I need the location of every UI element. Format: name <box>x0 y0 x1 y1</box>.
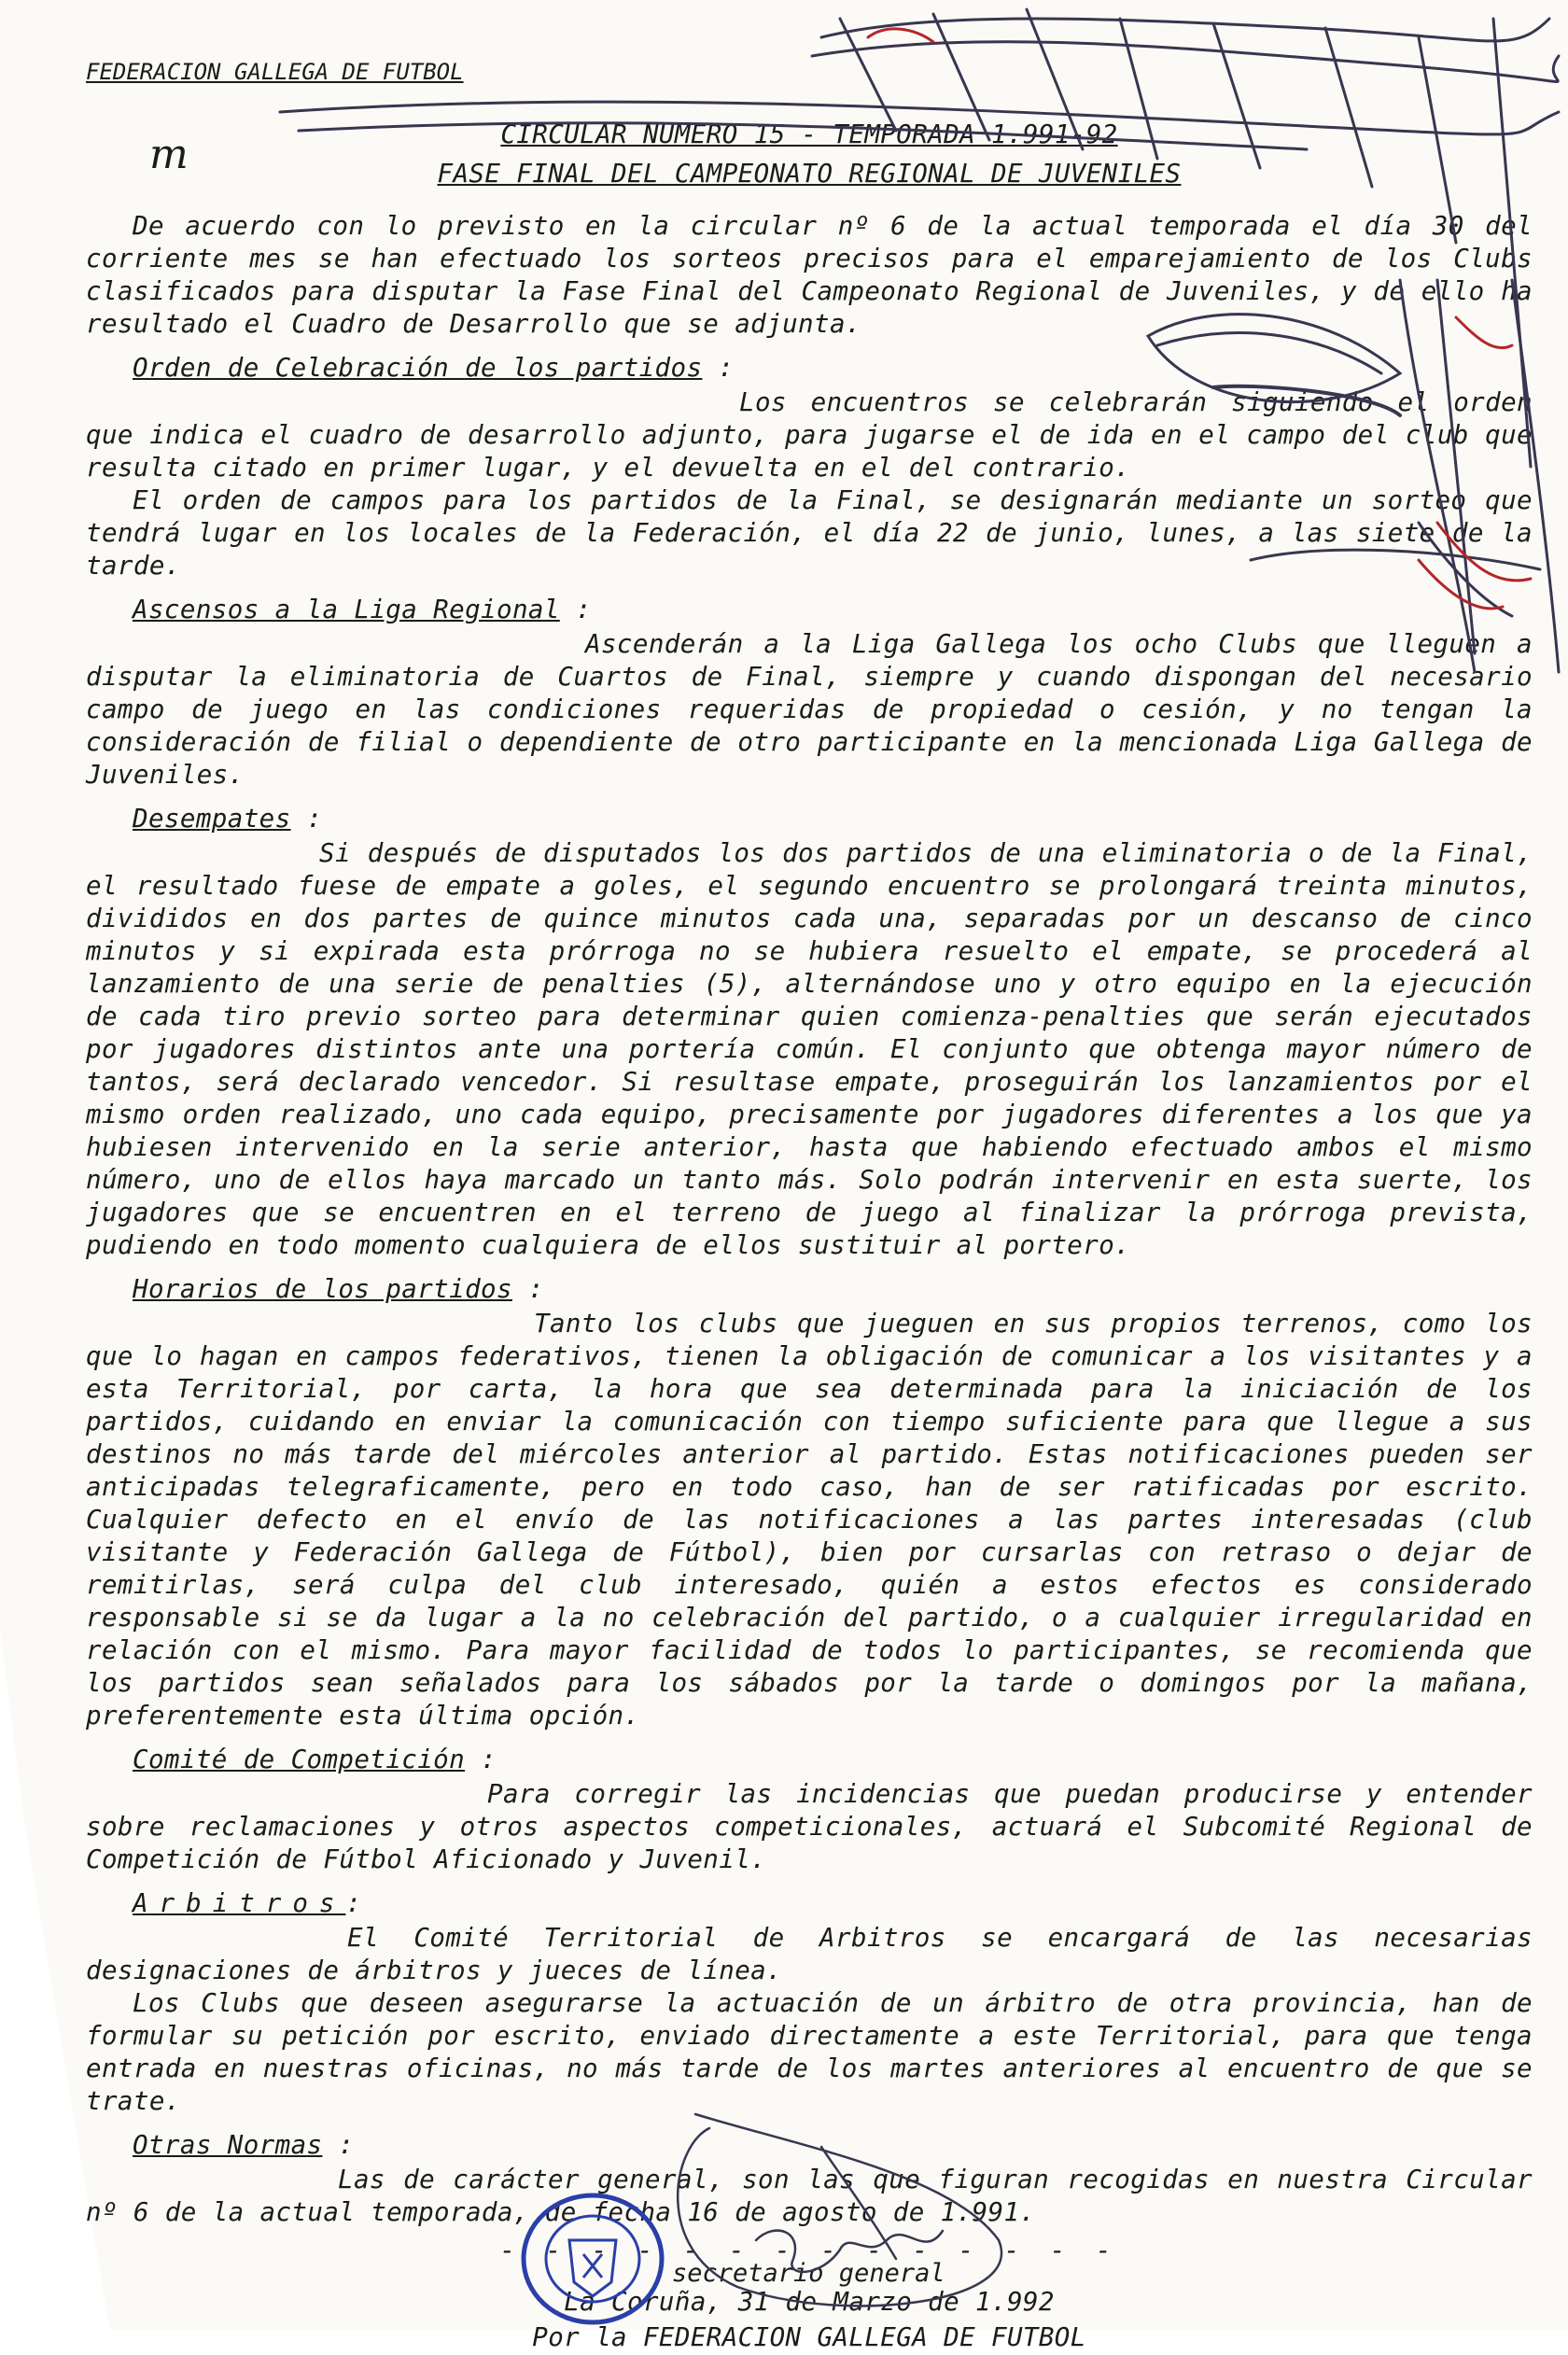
section-orden-text2: El orden de campos para los partidos de la Final, se designarán mediante un sorteo que tendrá lugar en los locales de la Federación, el día 22 de junio, lunes, a las siete de la tarde. <box>86 485 1533 581</box>
margin-handwritten-mark: m <box>149 131 189 178</box>
section-heading-horarios: Horarios de los partidos : <box>133 1274 544 1304</box>
section-heading-horarios-text: Horarios de los partidos <box>133 1274 512 1304</box>
closing-role: secretario general <box>672 2259 945 2288</box>
separator-dashes: - - - - - - - - - - - - - - <box>499 2236 1119 2265</box>
section-comite-text: Para corregir las incidencias que puedan producirse y entender sobre reclamaciones y otros aspectos competicionales, actuará el Subcomité Regional de Competición de Fútbol Aficionado y Juvenil. <box>86 1779 1533 1874</box>
section-heading-comite: Comité de Competición : <box>133 1745 497 1774</box>
section-heading-otras: Otras Normas : <box>133 2130 355 2160</box>
section-heading-ascensos-text: Ascensos a la Liga Regional <box>133 595 560 624</box>
section-otras-text: Las de carácter general, son las que figuran recogidas en nuestra Circular nº 6 de la actual temporada, de fecha 16 de agosto de 1.991. <box>86 2165 1533 2227</box>
section-heading-desempates-text: Desempates <box>133 804 291 834</box>
federation-stamp <box>518 2189 667 2329</box>
title-block <box>86 115 1533 193</box>
closing-org: Por la FEDERACION GALLEGA DE FUTBOL <box>532 2322 1086 2352</box>
section-heading-orden: Orden de Celebración de los partidos : <box>133 353 735 383</box>
section-desempates-text: Si después de disputados los dos partidos de una eliminatoria o de la Final, el resultado fuese de empate a goles, el segundo encuentro se prolongará treinta minutos, divididos en dos partes de quince minutos cada una, separadas por un descanso de cinco minutos y si expirada esta prórroga no se hubiera resuelto el empate, se procederá al lanzamiento de una serie de penalties (5), alternándose uno y otro equipo en la ejecución de cada tiro previo sorteo para determinar quien comienza-penalties que serán ejecutados por jugadores distintos ante una portería común. El conjunto que obtenga mayor número de tantos, será declarado vencedor. Si resultase empate, proseguirán los lanzamientos por el mismo orden realizado, uno cada equipo, precisamente por jugadores diferentes a los que ya hubiesen intervenido en la serie anterior, hasta que habiendo efectuado ambos el mismo número, uno de ellos haya marcado un tanto más. Solo podrán intervenir en esta suerte, los jugadores que se encuentren en el terreno de juego al finalizar la prórroga prevista, pudiendo en todo momento cualquiera de ellos sustituir al portero. <box>86 838 1533 1260</box>
section-heading-otras-text: Otras Normas <box>133 2130 323 2160</box>
section-horarios-text: Tanto los clubs que jueguen en sus propios terrenos, como los que lo hagan en campos federativos, tienen la obligación de comunicar a los visitantes y a esta Territorial, por carta, la hora que sea determinada para la iniciación de los partidos, cuidando en enviar la comunicación con tiempo suficiente para que llegue a sus destinos no más tarde del miércoles anterior al partido. Estas notificaciones pueden ser anticipadas telegraficamente, pero en todo caso, han de ser ratificadas por escrito. Cualquier defecto en el envío de las notificaciones a las partes interesadas (club visitante y Federación Gallega de Fútbol), bien por cursarlas con retraso o dejar de remitirlas, será culpa del club interesado, quién a estos efectos es considerado responsable si se da lugar a la no celebración del partido, o a cualquier irregularidad en relación con el mismo. Para mayor facilidad de todos lo participantes, se recomienda que los partidos sean señalados para los sábados por la tarde o domingos por la mañana, preferentemente esta última opción. <box>86 1309 1533 1731</box>
intro-paragraph: De acuerdo con lo previsto en la circular nº 6 de la actual temporada el día 30 del corriente mes se han efectuado los sorteos precisos para el emparejamiento de los Clubs clasificados para disputar la Fase Final del Campeonato Regional de Juveniles, y de ello ha resultado el Cuadro de Desarrollo que se adjunta. <box>86 211 1533 339</box>
section-heading-comite-text: Comité de Competición <box>133 1745 466 1774</box>
section-heading-orden-text: Orden de Celebración de los partidos <box>133 353 703 383</box>
closing-place-date: La Coruña, 31 de Marzo de 1.992 <box>564 2287 1055 2317</box>
section-heading-ascensos: Ascensos a la Liga Regional : <box>133 595 592 624</box>
circular-subtitle: FASE FINAL DEL CAMPEONATO REGIONAL DE JUVENILES <box>437 159 1182 189</box>
circular-title: CIRCULAR NUMERO 15 - TEMPORADA 1.991-92 <box>500 119 1118 149</box>
section-heading-arbitros-text: Arbitros <box>133 1888 346 1918</box>
section-orden-text: Los encuentros se celebrarán siguiendo el orden que indica el cuadro de desarrollo adjunto, para jugarse el de ida en el campo del club que resulta citado en primer lugar, y el devuelta en el del contrario. <box>86 387 1533 483</box>
section-arbitros-text2: Los Clubs que deseen asegurarse la actuación de un árbitro de otra provincia, han de formular su petición por escrito, enviado directamente a este Territorial, para que tenga entrada en nuestras oficinas, no más tarde de los martes anteriores al encuentro de que se trate. <box>86 1988 1533 2116</box>
section-heading-arbitros: Arbitros: <box>133 1888 362 1918</box>
letterhead: FEDERACION GALLEGA DE FUTBOL <box>86 59 464 85</box>
section-arbitros-text: El Comité Territorial de Arbitros se encargará de las necesarias designaciones de árbitros y jueces de línea. <box>86 1923 1533 1985</box>
section-ascensos-text: Ascenderán a la Liga Gallega los ocho Clubs que lleguen a disputar la eliminatoria de Cuartos de Final, siempre y cuando dispongan del necesario campo de juego en las condiciones requeridas de propiedad o cesión, y no tengan la consideración de filial o dependiente de otro participante en la mencionada Liga Gallega de Juveniles. <box>86 629 1533 790</box>
closing-block <box>86 2284 1533 2355</box>
section-heading-desempates: Desempates : <box>133 804 323 834</box>
circular-document <box>86 56 1533 2355</box>
